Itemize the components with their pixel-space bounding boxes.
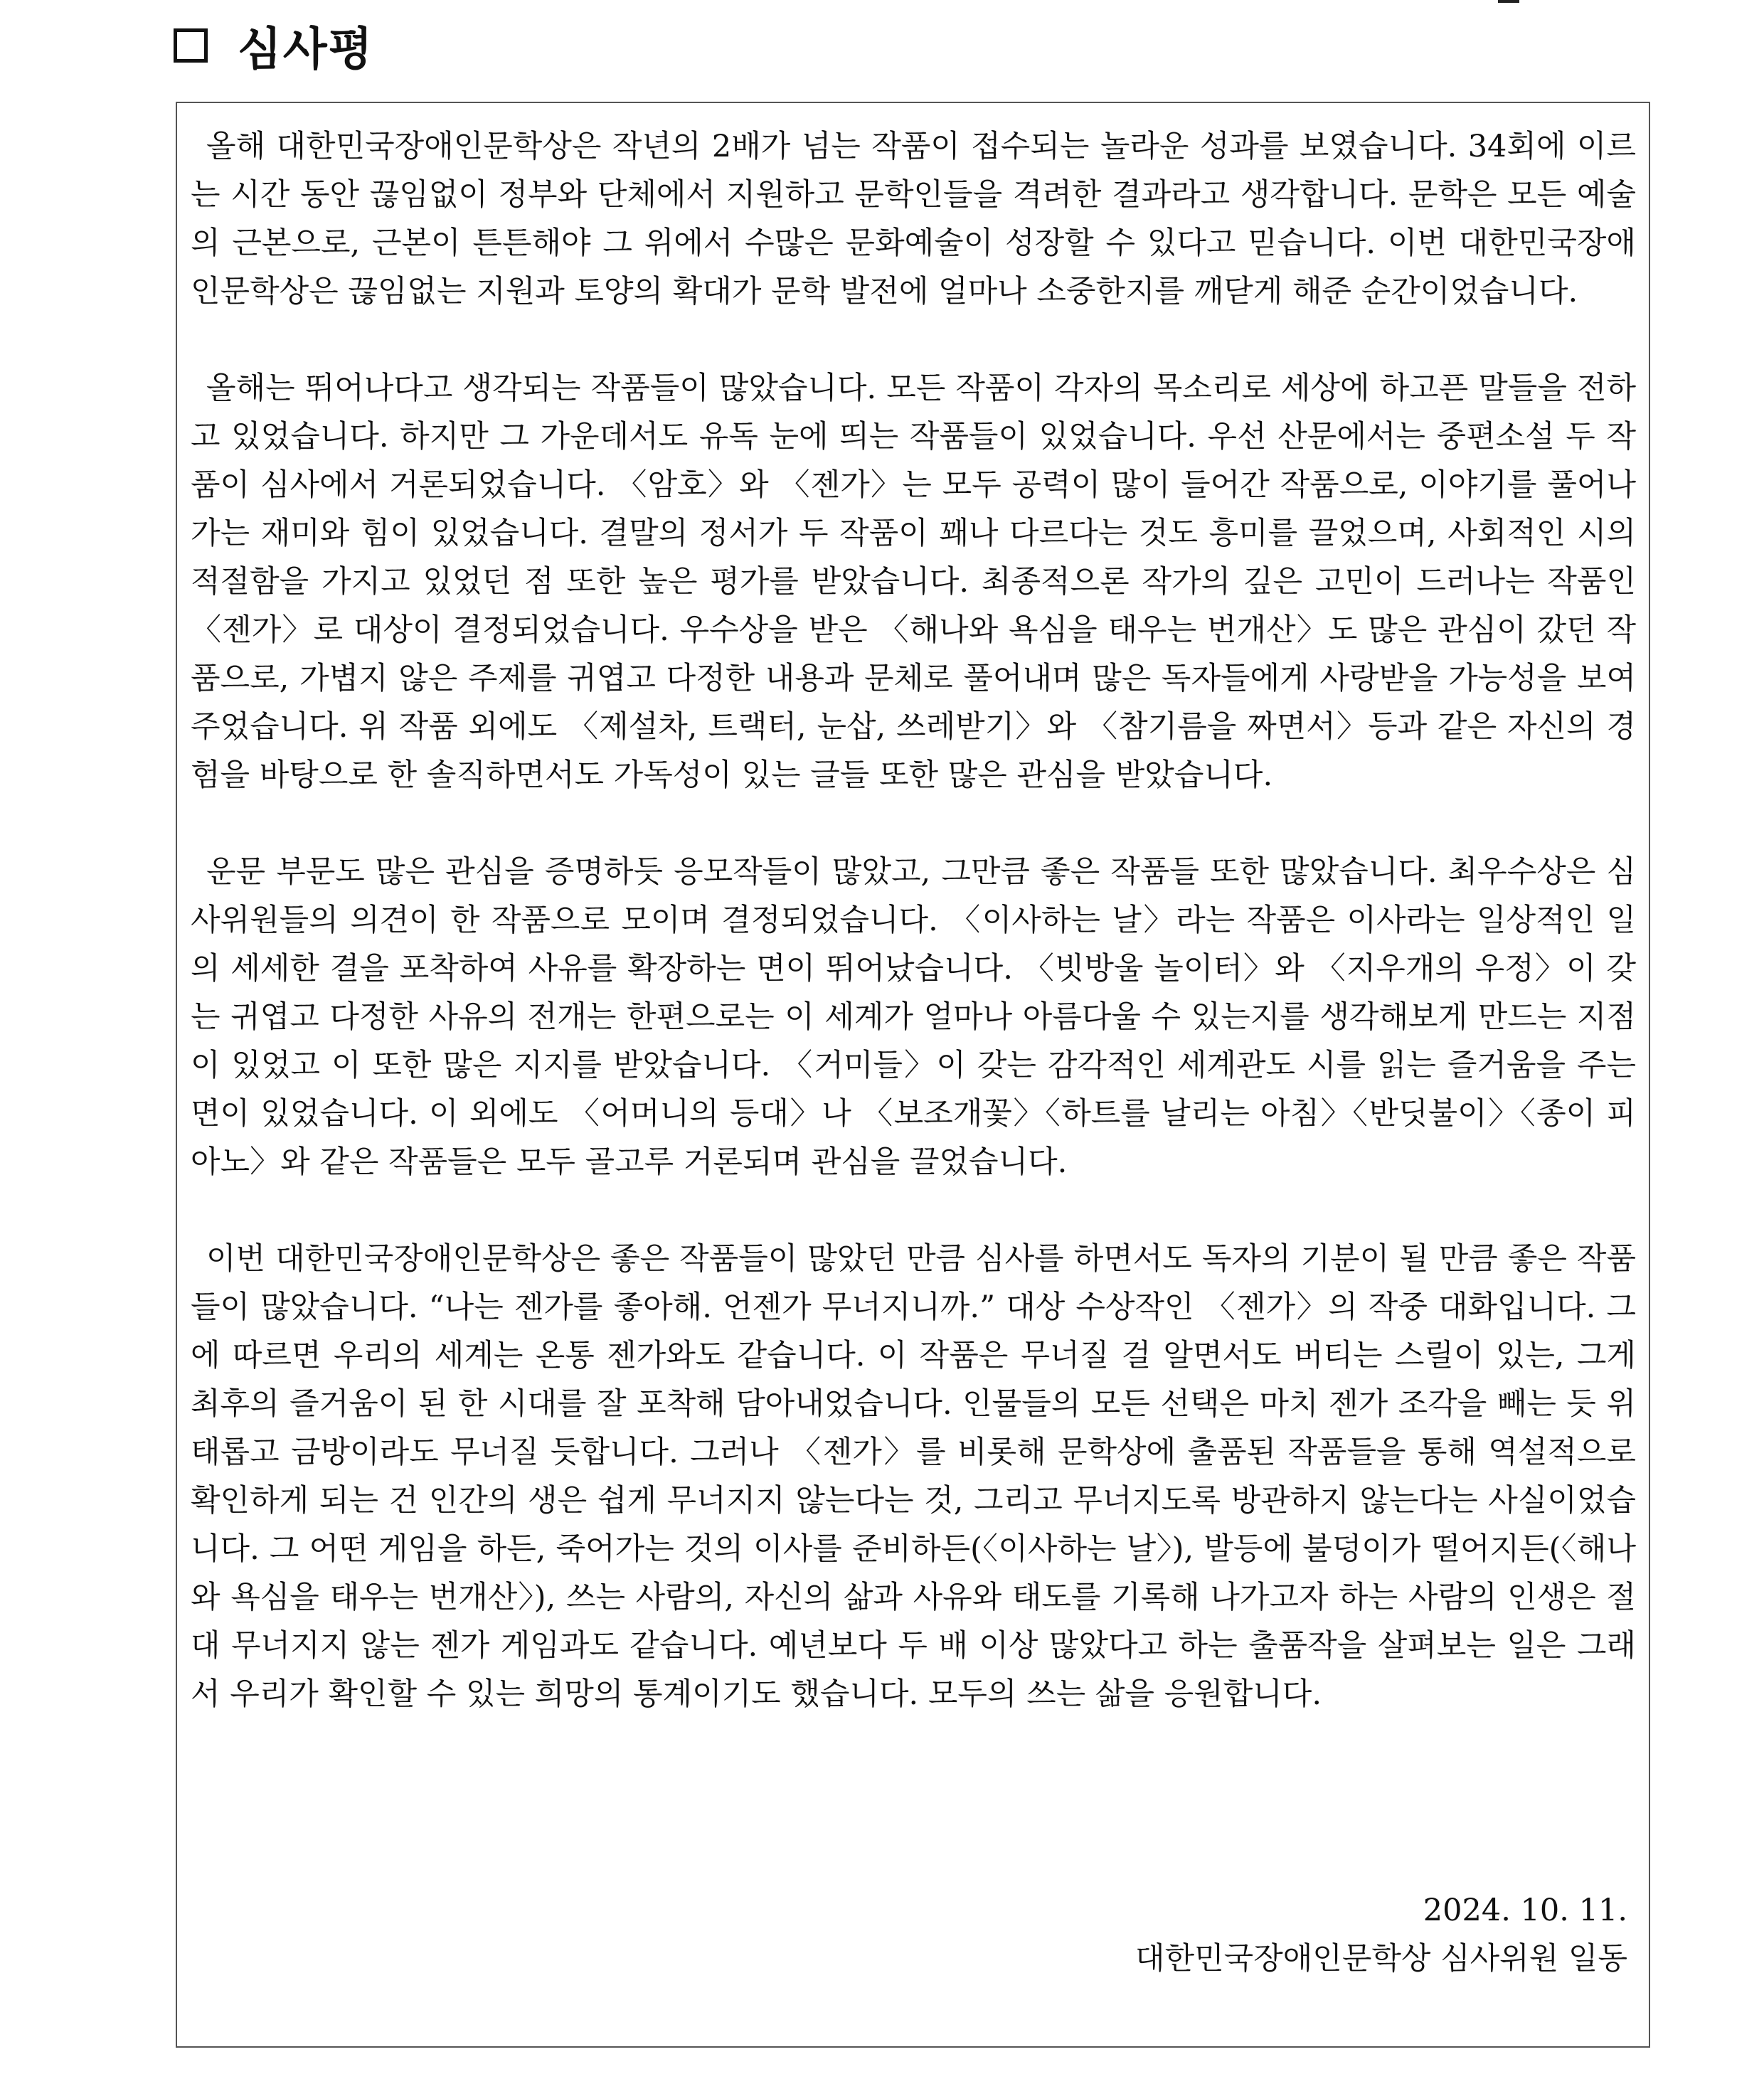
section-heading — [174, 11, 373, 80]
paragraph-intro: 올해 대한민국장애인문학상은 작년의 2배가 넘는 작품이 접수되는 놀라운 성과를 보였습니다. 34회에 이르는 시간 동안 끊임없이 정부와 단체에서 지원하고 문학인들을 격려한 결과라고 생각합니다. 문학은 모든 예술의 근본으로, 근본이 튼튼해야 그 위에서 수많은 문화예술이 성장할 수 있다고 믿습니다. 이번 대한민국장애인문학상은 끊임없는 지원과 토양의 확대가 문학 발전에 얼마나 소중한지를 깨닫게 해준 순간이었습니다. — [191, 129, 1636, 309]
review-body — [191, 122, 1636, 1718]
square-bullet-icon — [174, 28, 208, 63]
paragraph-conclusion: 이번 대한민국장애인문학상은 좋은 작품들이 많았던 만큼 심사를 하면서도 독자의 기분이 될 만큼 좋은 작품들이 많았습니다. “나는 젠가를 좋아해. 언젠가 무너지니까.” 대상 수상작인 〈젠가〉의 작중 대화입니다. 그에 따르면 우리의 세계는 온통 젠가와도 같습니다. 이 작품은 무너질 걸 알면서도 버티는 스릴이 있는, 그게 최후의 즐거움이 된 한 시대를 잘 포착해 담아내었습니다. 인물들의 모든 선택은 마치 젠가 조각을 빼는 듯 위태롭고 금방이라도 무너질 듯합니다. 그러나 〈젠가〉를 비롯해 문학상에 출품된 작품들을 통해 역설적으로 확인하게 되는 건 인간의 생은 쉽게 무너지지 않는다는 것, 그리고 무너지도록 방관하지 않는다는 사실이었습니다. 그 어떤 게임을 하든, 죽어가는 것의 이사를 준비하든(〈이사하는 날〉), 발등에 불덩이가 떨어지든(〈해나와 욕심을 태우는 번개산〉), 쓰는 사람의, 자신의 삶과 사유와 태도를 기록해 나가고자 하는 사람의 인생은 절대 무너지지 않는 젠가 게임과도 같습니다. 예년보다 두 배 이상 많았다고 하는 출품작을 살펴보는 일은 그래서 우리가 확인할 수 있는 희망의 통계이기도 했습니다. 모두의 쓰는 삶을 응원합니다. — [191, 1241, 1636, 1712]
paragraph-prose: 올해는 뛰어나다고 생각되는 작품들이 많았습니다. 모든 작품이 각자의 목소리로 세상에 하고픈 말들을 전하고 있었습니다. 하지만 그 가운데서도 유독 눈에 띄는 작품들이 있었습니다. 우선 산문에서는 중편소설 두 작품이 심사에서 거론되었습니다. 〈암호〉와 〈젠가〉는 모두 공력이 많이 들어간 작품으로, 이야기를 풀어나가는 재미와 힘이 있었습니다. 결말의 정서가 두 작품이 꽤나 다르다는 것도 흥미를 끌었으며, 사회적인 시의적절함을 가지고 있었던 점 또한 높은 평가를 받았습니다. 최종적으론 작가의 깊은 고민이 드러나는 작품인 〈젠가〉로 대상이 결정되었습니다. 우수상을 받은 〈해나와 욕심을 태우는 번개산〉도 많은 관심이 갔던 작품으로, 가볍지 않은 주제를 귀엽고 다정한 내용과 문체로 풀어내며 많은 독자들에게 사랑받을 가능성을 보여주었습니다. 위 작품 외에도 〈제설차, 트랙터, 눈삽, 쓰레받기〉와 〈참기름을 짜면서〉등과 같은 자신의 경험을 바탕으로 한 솔직하면서도 가독성이 있는 글들 또한 많은 관심을 받았습니다. — [191, 371, 1636, 793]
section-title: 심사평 — [238, 23, 374, 76]
signature-date: 2024. 10. 11. — [1423, 1893, 1627, 1928]
signature-author: 대한민국장애인문학상 심사위원 일동 — [1135, 1941, 1627, 1977]
page-corner-mark — [1498, 0, 1519, 3]
paragraph-verse: 운문 부문도 많은 관심을 증명하듯 응모작들이 많았고, 그만큼 좋은 작품들 또한 많았습니다. 최우수상은 심사위원들의 의견이 한 작품으로 모이며 결정되었습니다. 〈이사하는 날〉라는 작품은 이사라는 일상적인 일의 세세한 결을 포착하여 사유를 확장하는 면이 뛰어났습니다. 〈빗방울 놀이터〉와 〈지우개의 우정〉이 갖는 귀엽고 다정한 사유의 전개는 한편으로는 이 세계가 얼마나 아름다울 수 있는지를 생각해보게 만드는 지점이 있었고 이 또한 많은 지지를 받았습니다. 〈거미들〉이 갖는 감각적인 세계관도 시를 읽는 즐거움을 주는 면이 있었습니다. 이 외에도 〈어머니의 등대〉나 〈보조개꽃〉〈하트를 날리는 아침〉〈반딧불이〉〈종이 피아노〉와 같은 작품들은 모두 골고루 거론되며 관심을 끌었습니다. — [191, 854, 1636, 1180]
signature-block — [1135, 1886, 1627, 1983]
